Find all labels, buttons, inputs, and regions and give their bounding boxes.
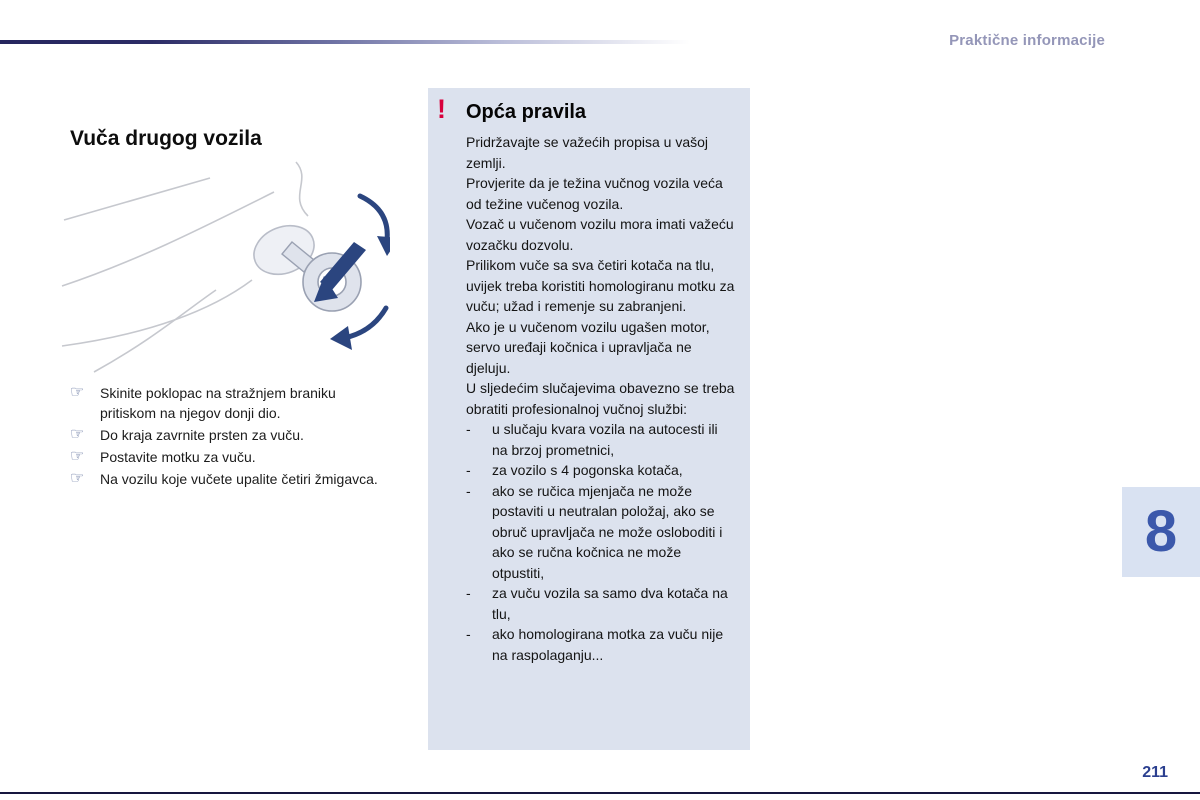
infobox-paragraph: Provjerite da je težina vučnog vozila veća od težine vučenog vozila. [466,175,723,212]
section-title: Vuča drugog vozila [70,127,262,150]
list-item-text: ako se ručica mjenjača ne može postaviti u neutralan položaj, ako se obruč upravljača ne može osloboditi i ako se ručna kočnica ne može otpustiti, [492,482,723,581]
warning-box [428,88,750,750]
list-item [70,383,390,423]
dash: - [466,585,471,601]
infobox-paragraph: Pridržavajte se važećih propisa u vašoj zemlji. [466,134,709,171]
list-item [70,425,390,445]
dash: - [466,421,471,437]
header-title: Praktične informacije [949,32,1105,49]
infobox-paragraph: Vozač u vučenom vozilu mora imati važeću vozačku dozvolu. [466,216,734,253]
pointing-hand-icon: ☞ [70,448,85,465]
pointing-hand-icon: ☞ [70,470,85,487]
infobox-paragraph: U sljedećim slučajevima obavezno se treba obratiti profesionalnoj vučnoj službi: [466,380,735,417]
instruction-list [70,383,390,491]
towing-eye-illustration [60,158,390,373]
list-item [70,469,390,489]
chapter-number: 8 [1144,499,1178,564]
infobox-paragraph: Prilikom vuče sa sva četiri kotača na tlu, uvijek treba koristiti homologiranu motku za vuču; užad i remenje su zabranjeni. [466,257,735,314]
pointing-hand-icon: ☞ [70,426,85,443]
step-text: Postavite motku za vuču. [100,449,256,465]
infobox-list-item [466,583,737,624]
infobox-list-item [466,419,737,460]
infobox-list-item [466,481,737,584]
list-item-text: u slučaju kvara vozila na autocesti ili na brzoj prometnici, [492,421,718,458]
list-item-text: ako homologirana motka za vuču nije na raspolaganju... [492,626,724,663]
warning-box-body [428,128,750,665]
towing-eye-drawing [60,158,390,373]
warning-box-title: Opća pravila [466,101,587,123]
step-text: Do kraja zavrnite prsten za vuču. [100,427,304,443]
dash: - [466,482,471,499]
pointing-hand-icon: ☞ [70,384,85,401]
step-text: Na vozilu koje vučete upalite četiri žmigavca. [100,471,378,487]
infobox-list-item [466,624,737,665]
exclamation-icon: ! [437,94,446,124]
header-rule [0,40,690,44]
chapter-tab [1122,487,1200,577]
bottom-rule [0,792,1200,794]
infobox-paragraph: Ako je u vučenom vozilu ugašen motor, servo uređaji kočnica i upravljača ne djeluju. [466,318,710,376]
page-number: 211 [1142,764,1168,781]
dash: - [466,626,471,642]
list-item [70,447,390,467]
step-text: Skinite poklopac na stražnjem braniku pritiskom na njegov donji dio. [100,385,336,421]
infobox-list-item [466,460,737,481]
list-item-text: za vozilo s 4 pogonska kotača, [492,462,683,478]
dash: - [466,462,471,478]
warning-box-header [428,88,750,128]
list-item-text: za vuču vozila sa samo dva kotača na tlu, [492,585,728,622]
